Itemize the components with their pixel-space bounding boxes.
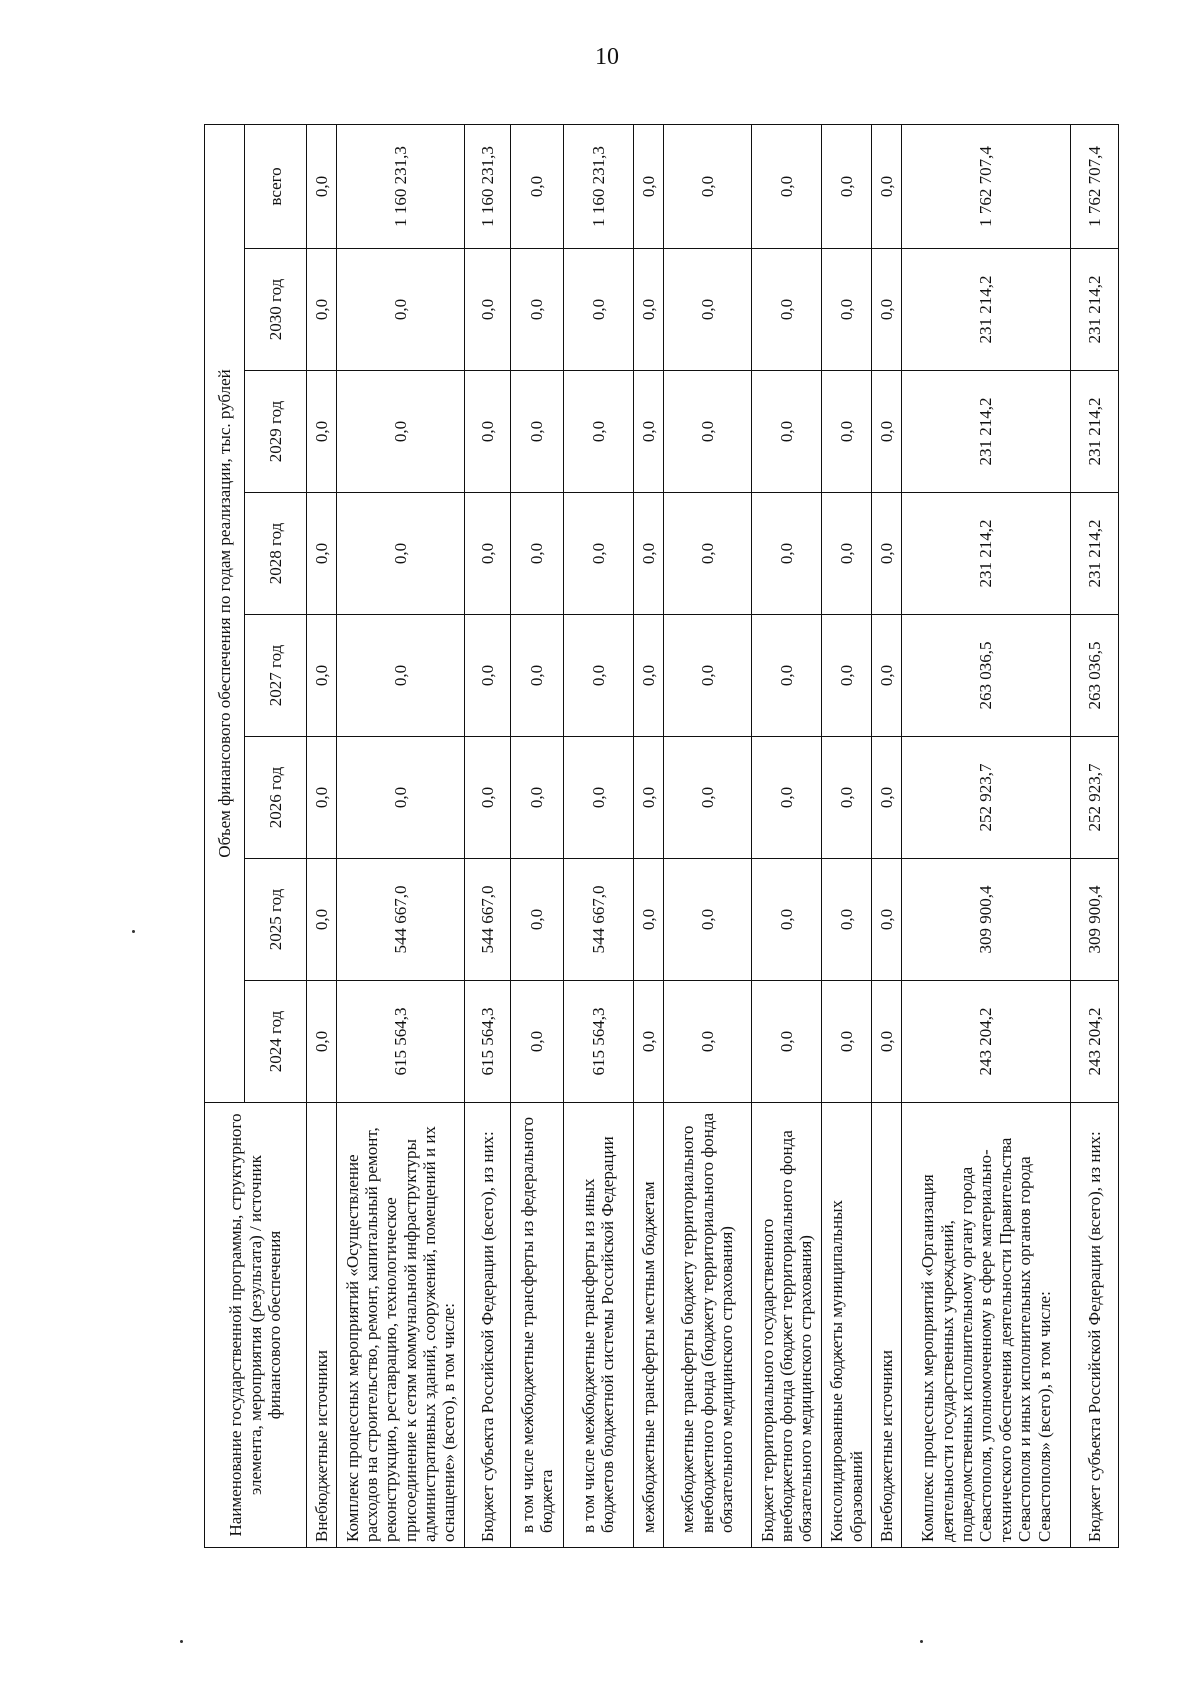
cell-value: 0,0 [872,493,902,615]
cell-value: 0,0 [337,493,465,615]
cell-value: 0,0 [633,371,663,493]
cell-value: 0,0 [822,615,872,737]
column-header-total: всего [245,124,307,248]
row-label: Комплекс процессных мероприятий «Осуществление расходов на строительство, ремонт, капитальный ремонт, реконструкцию, реставрацию, технологическое присоединение к сетям коммунальной инфраструктуры административных зданий, сооружений, помещений и их оснащение» (всего), в том числе: [337,1103,465,1548]
table-row [511,124,563,1547]
cell-value: 1 160 231,3 [337,124,465,248]
cell-value: 0,0 [563,493,633,615]
cell-value: 0,0 [307,737,337,859]
cell-value: 0,0 [752,493,822,615]
cell-value: 0,0 [307,493,337,615]
cell-value: 0,0 [465,615,511,737]
cell-value: 231 214,2 [902,493,1070,615]
table-row [465,124,511,1547]
cell-value: 0,0 [633,493,663,615]
cell-value: 231 214,2 [1070,493,1118,615]
column-header-year: 2026 год [245,737,307,859]
cell-value: 0,0 [752,124,822,248]
cell-value: 0,0 [752,615,822,737]
cell-value: 0,0 [633,859,663,981]
cell-value: 0,0 [337,249,465,371]
cell-value: 0,0 [752,981,822,1103]
row-label: Бюджет территориального государственного внебюджетного фонда (бюджет территориального фонда обязательного медицинского страхования) [752,1103,822,1548]
row-label: Бюджет субъекта Российской Федерации (всего), из них: [465,1103,511,1548]
cell-value: 0,0 [337,371,465,493]
row-label: Консолидированные бюджеты муниципальных образований [822,1103,872,1548]
cell-value: 0,0 [511,249,563,371]
row-label: в том числе межбюджетные трансферты из иных бюджетов бюджетной системы Российской Федерации [563,1103,633,1548]
cell-value: 0,0 [633,737,663,859]
cell-value: 0,0 [822,124,872,248]
table-row [633,124,663,1547]
cell-value: 0,0 [511,859,563,981]
page-number: 10 [595,44,619,70]
cell-value: 0,0 [872,615,902,737]
cell-value: 243 204,2 [1070,981,1118,1103]
scan-speck [132,930,135,933]
cell-value: 544 667,0 [337,859,465,981]
cell-value: 231 214,2 [1070,249,1118,371]
cell-value: 615 564,3 [337,981,465,1103]
cell-value: 0,0 [511,124,563,248]
cell-value: 615 564,3 [563,981,633,1103]
table-row [563,124,633,1547]
cell-value: 0,0 [663,124,751,248]
cell-value: 309 900,4 [902,859,1070,981]
cell-value: 0,0 [307,124,337,248]
cell-value: 0,0 [752,859,822,981]
cell-value: 1 160 231,3 [465,124,511,248]
scan-speck [180,1640,183,1643]
cell-value: 0,0 [872,249,902,371]
cell-value: 0,0 [563,249,633,371]
table-row [822,124,872,1547]
row-label: межбюджетные трансферты местным бюджетам [633,1103,663,1548]
column-header-year: 2027 год [245,615,307,737]
row-label: Внебюджетные источники [307,1103,337,1548]
table-row [902,124,1070,1547]
table-row [1070,124,1118,1547]
cell-value: 1 762 707,4 [902,124,1070,248]
cell-value: 0,0 [563,737,633,859]
table-row [307,124,337,1547]
cell-value: 0,0 [663,615,751,737]
cell-value: 0,0 [511,371,563,493]
column-group-header: Объем финансового обеспечения по годам реализации, тыс. рублей [205,124,245,1102]
cell-value: 0,0 [822,371,872,493]
cell-value: 0,0 [663,249,751,371]
cell-value: 243 204,2 [902,981,1070,1103]
cell-value: 0,0 [822,981,872,1103]
cell-value: 0,0 [822,493,872,615]
cell-value: 1 160 231,3 [563,124,633,248]
cell-value: 0,0 [307,249,337,371]
row-label: Внебюджетные источники [872,1103,902,1548]
cell-value: 0,0 [511,493,563,615]
cell-value: 0,0 [872,859,902,981]
financing-table [204,124,1119,1548]
cell-value: 0,0 [663,859,751,981]
cell-value: 0,0 [307,371,337,493]
scan-speck [920,1640,923,1643]
cell-value: 263 036,5 [1070,615,1118,737]
table-row [752,124,822,1547]
table-row [337,124,465,1547]
cell-value: 0,0 [822,249,872,371]
cell-value: 0,0 [872,124,902,248]
cell-value: 0,0 [633,249,663,371]
row-label: Комплекс процессных мероприятий «Организация деятельности государственных учреждений, подведомственных исполнительному органу города Севастополя, уполномоченному в сфере материально-технического обеспечения деятельности Правительства Севастополя и иных исполнительных органов города Севастополя» (всего), в том числе: [902,1103,1070,1548]
cell-value: 0,0 [663,371,751,493]
cell-value: 0,0 [337,615,465,737]
cell-value: 0,0 [752,737,822,859]
cell-value: 231 214,2 [902,371,1070,493]
rotated-table-container [204,125,1119,1548]
cell-value: 0,0 [563,371,633,493]
cell-value: 0,0 [663,493,751,615]
column-header-year: 2028 год [245,493,307,615]
column-header-year: 2025 год [245,859,307,981]
cell-value: 0,0 [633,615,663,737]
cell-value: 0,0 [872,981,902,1103]
cell-value: 0,0 [752,371,822,493]
cell-value: 0,0 [822,859,872,981]
cell-value: 0,0 [663,737,751,859]
table-row [872,124,902,1547]
table-row [663,124,751,1547]
cell-value: 0,0 [511,737,563,859]
cell-value: 0,0 [465,249,511,371]
cell-value: 0,0 [872,371,902,493]
cell-value: 0,0 [307,981,337,1103]
row-label: в том числе межбюджетные трансферты из федерального бюджета [511,1103,563,1548]
row-label: межбюджетные трансферты бюджету территориального внебюджетного фонда (бюджету территориального фонда обязательного медицинского страхования) [663,1103,751,1548]
cell-value: 252 923,7 [902,737,1070,859]
column-header-year: 2030 год [245,249,307,371]
cell-value: 0,0 [465,371,511,493]
cell-value: 615 564,3 [465,981,511,1103]
cell-value: 0,0 [511,981,563,1103]
cell-value: 0,0 [307,615,337,737]
cell-value: 0,0 [872,737,902,859]
cell-value: 0,0 [822,737,872,859]
cell-value: 0,0 [633,981,663,1103]
cell-value: 544 667,0 [465,859,511,981]
column-header-year: 2024 год [245,981,307,1103]
cell-value: 231 214,2 [902,249,1070,371]
cell-value: 0,0 [465,493,511,615]
cell-value: 544 667,0 [563,859,633,981]
cell-value: 0,0 [663,981,751,1103]
cell-value: 252 923,7 [1070,737,1118,859]
cell-value: 0,0 [465,737,511,859]
cell-value: 231 214,2 [1070,371,1118,493]
column-header-name: Наименование государственной программы, структурного элемента, мероприятия (результата) / источник финансового обеспечения [205,1103,307,1548]
cell-value: 0,0 [511,615,563,737]
cell-value: 0,0 [307,859,337,981]
column-header-year: 2029 год [245,371,307,493]
cell-value: 309 900,4 [1070,859,1118,981]
row-label: Бюджет субъекта Российской Федерации (всего), из них: [1070,1103,1118,1548]
cell-value: 1 762 707,4 [1070,124,1118,248]
cell-value: 0,0 [563,615,633,737]
cell-value: 0,0 [752,249,822,371]
cell-value: 0,0 [633,124,663,248]
cell-value: 263 036,5 [902,615,1070,737]
cell-value: 0,0 [337,737,465,859]
